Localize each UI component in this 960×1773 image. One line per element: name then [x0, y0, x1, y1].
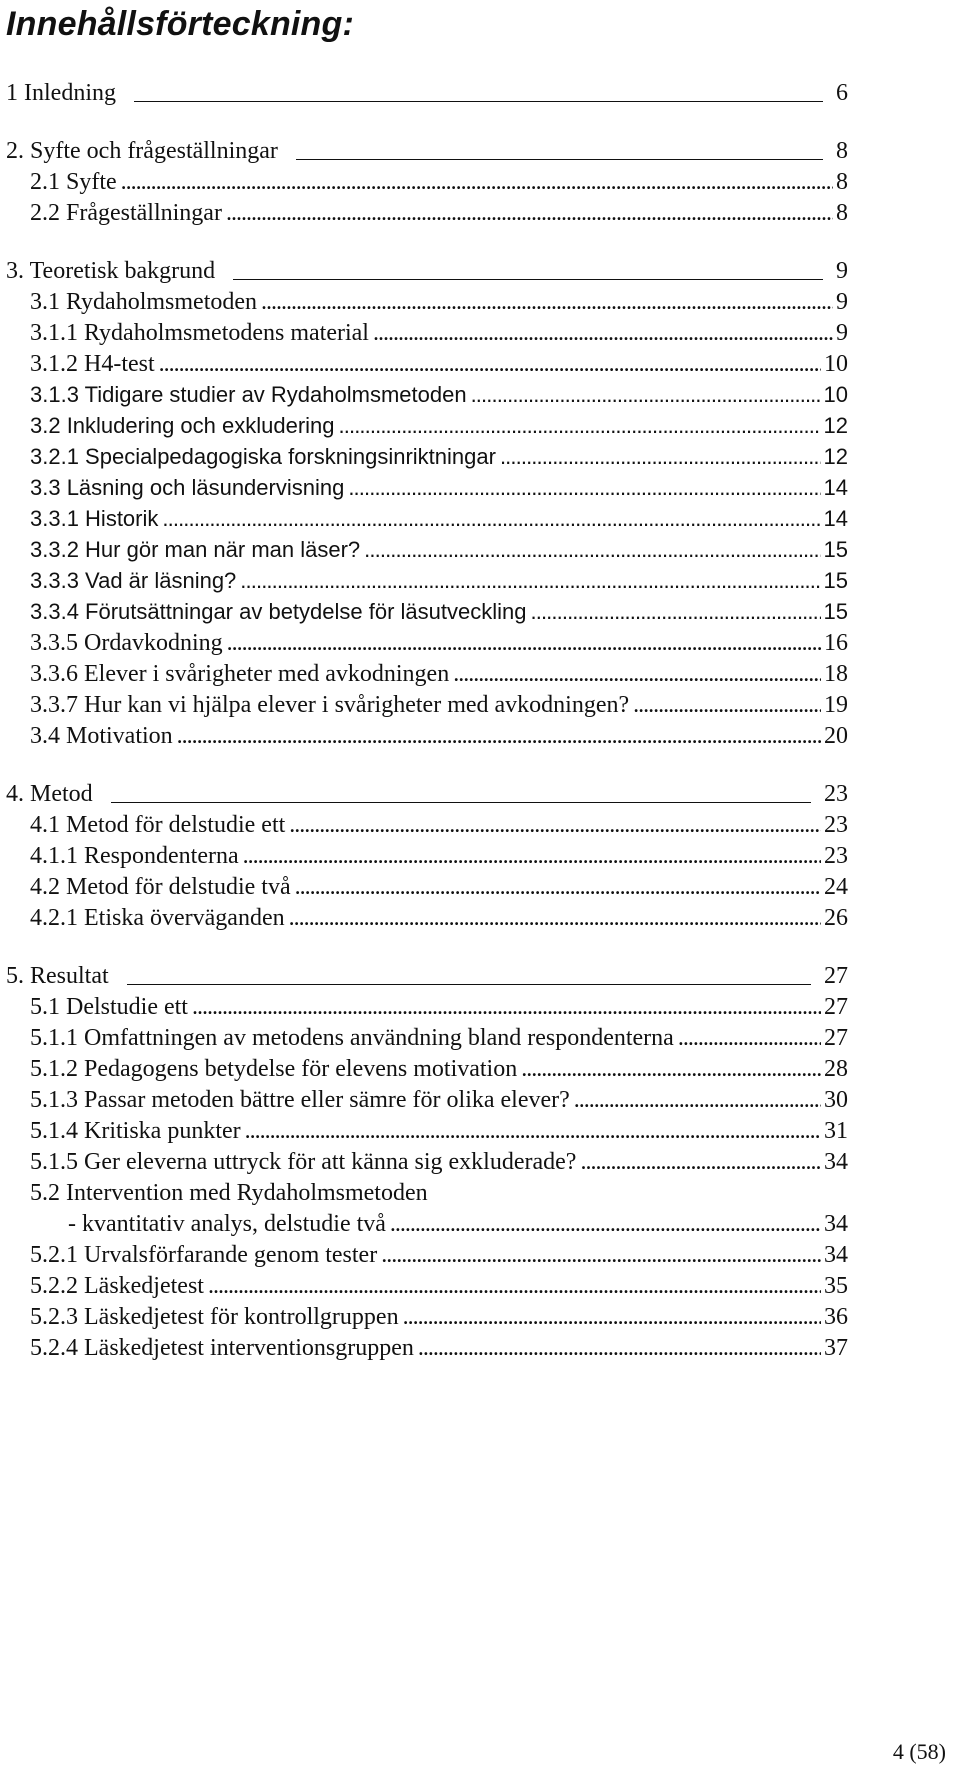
toc-entry-page: 9 [836, 320, 848, 346]
toc-entry-page: 10 [823, 382, 848, 407]
toc-entry-label: 3.1.2 H4-test [30, 351, 155, 377]
toc-entry[interactable] [30, 869, 848, 901]
toc-entry-label: 3. Teoretisk bakgrund [6, 258, 216, 284]
toc-leader-dots [295, 873, 821, 901]
toc-entry[interactable] [30, 718, 848, 750]
toc-entry-label: 3.3.7 Hur kan vi hjälpa elever i svårigheter med avkodningen? [30, 692, 630, 718]
toc-entry-page: 12 [823, 444, 848, 469]
toc-leader-dots [574, 1086, 821, 1114]
toc-entry[interactable] [68, 1206, 848, 1238]
toc-leader-dots [471, 381, 821, 409]
toc-entry-page: 6 [836, 80, 848, 106]
toc-leader-dots [390, 1210, 821, 1238]
toc-entry-page: 18 [824, 661, 848, 687]
toc-entry[interactable] [30, 408, 848, 440]
toc-entry-page: 34 [824, 1242, 848, 1268]
toc-entry[interactable] [6, 75, 848, 107]
toc-entry[interactable] [30, 377, 848, 409]
toc-entry[interactable] [30, 1299, 848, 1331]
toc-leader-line [127, 983, 811, 985]
toc-entry-page: 31 [824, 1118, 848, 1144]
toc-entry-label: 5.1.4 Kritiska punkter [30, 1118, 241, 1144]
toc-entry[interactable] [30, 195, 848, 227]
toc-leader-dots [580, 1148, 821, 1176]
toc-entry[interactable] [30, 1051, 848, 1083]
toc-leader-dots [373, 319, 833, 347]
toc-entry-label: 3.2.1 Specialpedagogiska forskningsinriktningar [30, 444, 496, 469]
toc-entry-page: 30 [824, 1087, 848, 1113]
toc-entry-label: 5.2.3 Läskedjetest för kontrollgruppen [30, 1304, 399, 1330]
toc-entry-label: 5.1.2 Pedagogens betydelse för elevens motivation [30, 1056, 518, 1082]
toc-entry-label: 3.3.5 Ordavkodning [30, 630, 223, 656]
toc-entry-label: 2.1 Syfte [30, 169, 117, 195]
toc-entry-label: 3.1 Rydaholmsmetoden [30, 289, 258, 315]
toc-leader-dots [177, 722, 821, 750]
toc-entry[interactable] [30, 1237, 848, 1269]
toc-entry[interactable] [30, 989, 848, 1021]
toc-entry[interactable] [30, 807, 848, 839]
toc-entry[interactable] [30, 164, 848, 196]
toc-entry[interactable] [30, 1082, 848, 1114]
toc-leader-dots [289, 811, 821, 839]
toc-entry-page: 8 [836, 138, 848, 164]
toc-leader-line [233, 278, 823, 280]
toc-leader-dots [418, 1334, 821, 1362]
toc-entry[interactable] [30, 501, 848, 533]
toc-entry-page: 27 [824, 994, 848, 1020]
toc-entry-page: 19 [824, 692, 848, 718]
toc-entry-page: 8 [836, 200, 848, 226]
toc-leader-dots [348, 474, 820, 502]
toc-entry[interactable] [30, 687, 848, 719]
toc-entry-page: 36 [824, 1304, 848, 1330]
toc-leader-dots [243, 842, 821, 870]
toc-entry-label: 5.2.2 Läskedjetest [30, 1273, 204, 1299]
page-number-footer: 4 (58) [892, 1739, 946, 1764]
toc-leader-dots [339, 412, 821, 440]
toc-entry-label: 4. Metod [6, 781, 93, 807]
toc-entry-page: 27 [824, 1025, 848, 1051]
toc-entry-label: 2. Syfte och frågeställningar [6, 138, 278, 164]
toc-entry-label: 2.2 Frågeställningar [30, 200, 222, 226]
toc-entry-label: 4.1 Metod för delstudie ett [30, 812, 286, 838]
toc-leader-dots [159, 350, 821, 378]
toc-entry-label: 3.3.3 Vad är läsning? [30, 568, 237, 593]
toc-leader-dots [364, 536, 820, 564]
toc-entry[interactable] [30, 1020, 848, 1052]
toc-leader-line [134, 100, 823, 102]
toc-entry-page: 14 [823, 506, 848, 531]
toc-entry-label: 4.2.1 Etiska överväganden [30, 905, 285, 931]
toc-leader-dots [289, 904, 821, 932]
toc-entry[interactable] [30, 439, 848, 471]
toc-entry-label: 5. Resultat [6, 963, 109, 989]
toc-entry-page: 16 [824, 630, 848, 656]
toc-entry-label: 3.1.3 Tidigare studier av Rydaholmsmetoden [30, 382, 467, 407]
toc-entry-label: 3.3.2 Hur gör man när man läser? [30, 537, 361, 562]
toc-entry-page: 8 [836, 169, 848, 195]
toc-entry[interactable] [30, 900, 848, 932]
toc-leader-dots [381, 1241, 821, 1269]
toc-leader-dots [162, 505, 820, 533]
toc-leader-dots [192, 993, 821, 1021]
toc-entry[interactable] [6, 253, 848, 285]
toc-entry-page: 15 [823, 599, 848, 624]
toc-entry-label: 4.2 Metod för delstudie två [30, 874, 291, 900]
toc-leader-dots [226, 199, 833, 227]
toc-entry[interactable] [30, 1144, 848, 1176]
toc-entry-page: 20 [824, 723, 848, 749]
toc-leader-dots [403, 1303, 821, 1331]
toc-entry-label: 1 Inledning [6, 80, 116, 106]
toc-leader-dots [633, 691, 821, 719]
toc-entry-label: 5.1 Delstudie ett [30, 994, 188, 1020]
toc-leader-dots [500, 443, 821, 471]
toc-entry-label: 3.3.6 Elever i svårigheter med avkodningen [30, 661, 450, 687]
toc-entry-label: 3.1.1 Rydaholmsmetodens material [30, 320, 369, 346]
toc-entry[interactable] [30, 470, 848, 502]
toc-entry[interactable] [30, 656, 848, 688]
toc-leader-dots [678, 1024, 821, 1052]
toc-entry-page: 9 [836, 258, 848, 284]
toc-entry-label: 3.2 Inkludering och exkludering [30, 413, 335, 438]
toc-leader-dots [453, 660, 821, 688]
toc-entry-page: 9 [836, 289, 848, 315]
toc-entry-page: 35 [824, 1273, 848, 1299]
toc-entry[interactable] [6, 776, 848, 808]
toc-entry-page: 23 [824, 843, 848, 869]
toc-entry[interactable] [30, 625, 848, 657]
toc-leader-dots [240, 567, 820, 595]
toc-leader-line [296, 158, 823, 160]
toc-entry-page: 34 [824, 1211, 848, 1237]
toc-entry-page: 23 [824, 781, 848, 807]
toc-entry-page: 10 [824, 351, 848, 377]
toc-entry-heading[interactable]: 5.2 Intervention med Rydaholmsmetoden [30, 1180, 428, 1206]
toc-entry-page: 24 [824, 874, 848, 900]
toc-entry-label: 3.3 Läsning och läsundervisning [30, 475, 345, 500]
toc-entry-page: 14 [823, 475, 848, 500]
toc-leader-dots [531, 598, 821, 626]
toc-entry[interactable] [30, 532, 848, 564]
toc-entry-label: 5.2.4 Läskedjetest interventionsgruppen [30, 1335, 414, 1361]
toc-entry-page: 15 [823, 568, 848, 593]
toc-entry-label: 5.1.1 Omfattningen av metodens användning bland respondenterna [30, 1025, 674, 1051]
toc-entry-page: 34 [824, 1149, 848, 1175]
toc-entry-label: 5.2.1 Urvalsförfarande genom tester [30, 1242, 378, 1268]
toc-entry-label: 4.1.1 Respondenterna [30, 843, 239, 869]
toc-entry[interactable] [6, 133, 848, 165]
toc-entry-label: 5.1.3 Passar metoden bättre eller sämre för olika elever? [30, 1087, 570, 1113]
toc-entry[interactable] [30, 1113, 848, 1145]
toc-leader-dots [245, 1117, 821, 1145]
toc-entry-label: - kvantitativ analys, delstudie två [68, 1211, 386, 1237]
toc-entry[interactable] [30, 1268, 848, 1300]
toc-entry-page: 27 [824, 963, 848, 989]
toc-entry-label: 3.4 Motivation [30, 723, 173, 749]
toc-entry[interactable] [30, 315, 848, 347]
toc-entry[interactable] [30, 563, 848, 595]
toc-entry-label: 3.3.4 Förutsättningar av betydelse för läsutveckling [30, 599, 527, 624]
toc-leader-dots [208, 1272, 821, 1300]
toc-leader-dots [521, 1055, 821, 1083]
toc-leader-dots [261, 288, 833, 316]
toc-entry-page: 23 [824, 812, 848, 838]
toc-entry[interactable] [30, 1330, 848, 1362]
toc-entry[interactable] [30, 284, 848, 316]
toc-leader-dots [227, 629, 821, 657]
toc-entry-label: 3.3.1 Historik [30, 506, 159, 531]
toc-entry[interactable] [30, 594, 848, 626]
page-title: Innehållsförteckning: [6, 5, 355, 43]
toc-leader-dots [121, 168, 833, 196]
toc-entry-page: 12 [823, 413, 848, 438]
toc-entry[interactable] [6, 958, 848, 990]
toc-entry-label: 5.1.5 Ger eleverna uttryck för att känna sig exkluderade? [30, 1149, 577, 1175]
toc-entry-page: 26 [824, 905, 848, 931]
toc-entry-page: 37 [824, 1335, 848, 1361]
toc-entry-page: 15 [823, 537, 848, 562]
toc-entry-page: 28 [824, 1056, 848, 1082]
toc-leader-line [111, 801, 811, 803]
toc-entry[interactable] [30, 346, 848, 378]
toc-entry[interactable] [30, 838, 848, 870]
